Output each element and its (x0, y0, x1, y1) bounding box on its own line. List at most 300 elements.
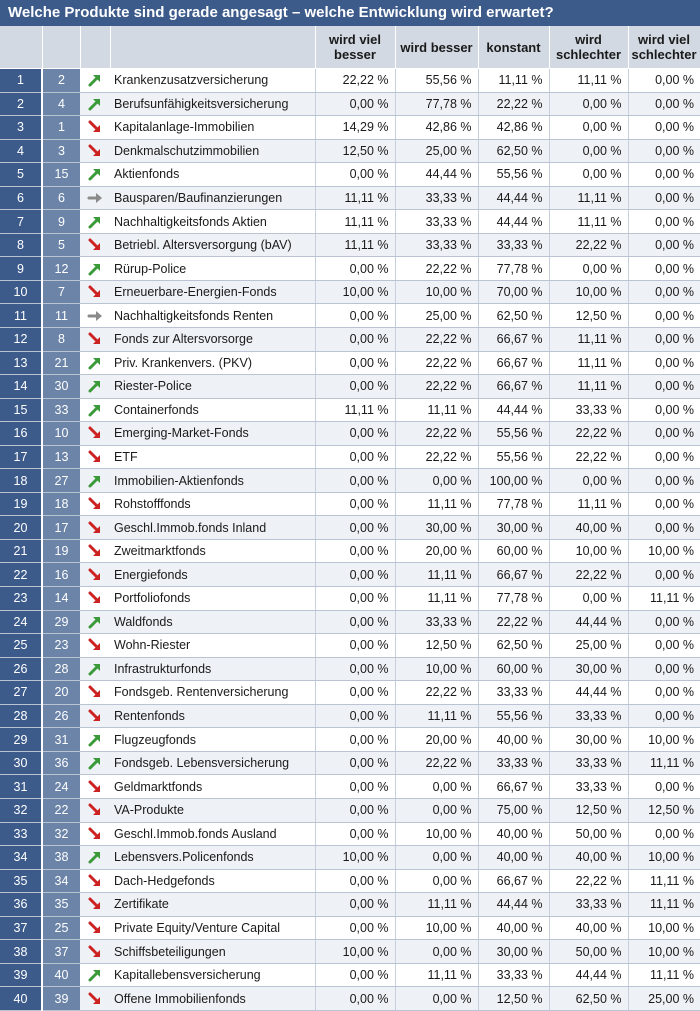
value-cell: 25,00 % (549, 634, 628, 658)
arrow-down-right-icon (87, 897, 103, 911)
value-cell: 22,22 % (478, 610, 549, 634)
table-row (0, 587, 700, 611)
table-body (0, 69, 700, 1011)
header-blank (42, 26, 80, 69)
value-cell: 33,33 % (478, 681, 549, 705)
value-cell: 44,44 % (549, 681, 628, 705)
product-name: Erneuerbare-Energien-Fonds (110, 280, 315, 304)
value-cell: 0,00 % (315, 445, 395, 469)
value-cell: 0,00 % (315, 375, 395, 399)
value-cell: 22,22 % (395, 351, 478, 375)
arrow-down-right-icon (87, 426, 103, 440)
value-cell: 22,22 % (395, 328, 478, 352)
value-cell: 0,00 % (315, 657, 395, 681)
arrow-down-right-icon (87, 638, 103, 652)
trend-cell (80, 940, 110, 964)
rank-cell: 9 (0, 257, 42, 281)
product-name: Geldmarktfonds (110, 775, 315, 799)
value-cell: 10,00 % (395, 822, 478, 846)
previous-rank-cell: 28 (42, 657, 80, 681)
value-cell: 33,33 % (549, 704, 628, 728)
previous-rank-cell: 36 (42, 751, 80, 775)
rank-cell: 37 (0, 916, 42, 940)
value-cell: 42,86 % (395, 116, 478, 140)
previous-rank-cell: 10 (42, 422, 80, 446)
value-cell: 25,00 % (395, 139, 478, 163)
rank-cell: 12 (0, 328, 42, 352)
rank-cell: 21 (0, 539, 42, 563)
value-cell: 55,56 % (395, 69, 478, 93)
value-cell: 0,00 % (395, 798, 478, 822)
value-cell: 11,11 % (549, 186, 628, 210)
value-cell: 0,00 % (628, 351, 700, 375)
rank-cell: 32 (0, 798, 42, 822)
rank-cell: 5 (0, 163, 42, 187)
value-cell: 66,67 % (478, 775, 549, 799)
value-cell: 11,11 % (315, 398, 395, 422)
product-name: Rohstofffonds (110, 492, 315, 516)
value-cell: 0,00 % (315, 751, 395, 775)
table-row (0, 69, 700, 93)
value-cell: 25,00 % (395, 304, 478, 328)
value-cell: 33,33 % (395, 233, 478, 257)
previous-rank-cell: 19 (42, 539, 80, 563)
value-cell: 11,11 % (628, 869, 700, 893)
previous-rank-cell: 29 (42, 610, 80, 634)
product-name: Betriebl. Altersversorgung (bAV) (110, 233, 315, 257)
previous-rank-cell: 15 (42, 163, 80, 187)
trend-cell (80, 375, 110, 399)
previous-rank-cell: 23 (42, 634, 80, 658)
trend-cell (80, 116, 110, 140)
table-row (0, 869, 700, 893)
value-cell: 10,00 % (315, 940, 395, 964)
value-cell: 0,00 % (395, 987, 478, 1011)
value-cell: 10,00 % (628, 940, 700, 964)
value-cell: 0,00 % (549, 587, 628, 611)
arrow-down-right-icon (87, 873, 103, 887)
value-cell: 10,00 % (628, 916, 700, 940)
value-cell: 11,11 % (395, 587, 478, 611)
rank-cell: 17 (0, 445, 42, 469)
arrow-down-right-icon (87, 920, 103, 934)
table-row (0, 846, 700, 870)
value-cell: 0,00 % (628, 422, 700, 446)
product-name: Dach-Hedgefonds (110, 869, 315, 893)
value-cell: 66,67 % (478, 375, 549, 399)
previous-rank-cell: 27 (42, 469, 80, 493)
value-cell: 12,50 % (395, 634, 478, 658)
value-cell: 0,00 % (315, 798, 395, 822)
previous-rank-cell: 39 (42, 987, 80, 1011)
value-cell: 0,00 % (628, 92, 700, 116)
value-cell: 22,22 % (549, 869, 628, 893)
previous-rank-cell: 13 (42, 445, 80, 469)
product-name: Priv. Krankenvers. (PKV) (110, 351, 315, 375)
arrow-up-right-icon (87, 261, 103, 275)
rank-cell: 6 (0, 186, 42, 210)
table-row (0, 116, 700, 140)
value-cell: 0,00 % (315, 634, 395, 658)
value-cell: 40,00 % (478, 846, 549, 870)
arrow-up-right-icon (87, 379, 103, 393)
previous-rank-cell: 17 (42, 516, 80, 540)
value-cell: 44,44 % (549, 963, 628, 987)
value-cell: 66,67 % (478, 869, 549, 893)
ranking-table (0, 26, 700, 1011)
value-cell: 0,00 % (628, 375, 700, 399)
rank-cell: 16 (0, 422, 42, 446)
value-cell: 20,00 % (395, 728, 478, 752)
table-row (0, 280, 700, 304)
value-cell: 12,50 % (478, 987, 549, 1011)
product-name: Energiefonds (110, 563, 315, 587)
arrow-down-right-icon (87, 591, 103, 605)
value-cell: 0,00 % (628, 681, 700, 705)
arrow-down-right-icon (87, 284, 103, 298)
value-cell: 50,00 % (549, 940, 628, 964)
value-cell: 0,00 % (395, 940, 478, 964)
table-row (0, 210, 700, 234)
arrow-down-right-icon (87, 544, 103, 558)
arrow-up-right-icon (87, 96, 103, 110)
arrow-right-icon (87, 308, 103, 322)
value-cell: 11,11 % (549, 328, 628, 352)
header-wird-viel-schlechter: wird viel schlechter (628, 26, 700, 69)
value-cell: 10,00 % (628, 846, 700, 870)
product-name: Zertifikate (110, 893, 315, 917)
value-cell: 10,00 % (628, 728, 700, 752)
previous-rank-cell: 35 (42, 893, 80, 917)
arrow-down-right-icon (87, 708, 103, 722)
previous-rank-cell: 38 (42, 846, 80, 870)
value-cell: 10,00 % (395, 280, 478, 304)
trend-cell (80, 163, 110, 187)
value-cell: 0,00 % (549, 116, 628, 140)
previous-rank-cell: 31 (42, 728, 80, 752)
value-cell: 0,00 % (628, 492, 700, 516)
trend-cell (80, 445, 110, 469)
value-cell: 10,00 % (549, 280, 628, 304)
value-cell: 30,00 % (478, 516, 549, 540)
arrow-up-right-icon (87, 850, 103, 864)
value-cell: 0,00 % (315, 987, 395, 1011)
value-cell: 30,00 % (549, 728, 628, 752)
product-name: Rentenfonds (110, 704, 315, 728)
trend-cell (80, 69, 110, 93)
value-cell: 62,50 % (549, 987, 628, 1011)
header-row (0, 26, 700, 69)
value-cell: 0,00 % (628, 186, 700, 210)
arrow-up-right-icon (87, 967, 103, 981)
rank-cell: 7 (0, 210, 42, 234)
value-cell: 22,22 % (395, 751, 478, 775)
arrow-up-right-icon (87, 214, 103, 228)
rank-cell: 18 (0, 469, 42, 493)
previous-rank-cell: 14 (42, 587, 80, 611)
table-row (0, 163, 700, 187)
value-cell: 0,00 % (549, 163, 628, 187)
value-cell: 60,00 % (478, 539, 549, 563)
value-cell: 40,00 % (549, 846, 628, 870)
value-cell: 0,00 % (549, 257, 628, 281)
trend-cell (80, 681, 110, 705)
trend-cell (80, 516, 110, 540)
table-row (0, 940, 700, 964)
arrow-up-right-icon (87, 73, 103, 87)
value-cell: 30,00 % (478, 940, 549, 964)
table-row (0, 681, 700, 705)
value-cell: 0,00 % (315, 587, 395, 611)
value-cell: 40,00 % (549, 916, 628, 940)
value-cell: 0,00 % (549, 469, 628, 493)
trend-cell (80, 257, 110, 281)
product-name: Wohn-Riester (110, 634, 315, 658)
value-cell: 0,00 % (315, 775, 395, 799)
trend-cell (80, 869, 110, 893)
value-cell: 0,00 % (395, 775, 478, 799)
table-row (0, 539, 700, 563)
value-cell: 0,00 % (395, 869, 478, 893)
product-name: Containerfonds (110, 398, 315, 422)
value-cell: 0,00 % (315, 822, 395, 846)
table-row (0, 257, 700, 281)
value-cell: 77,78 % (478, 587, 549, 611)
trend-cell (80, 398, 110, 422)
rank-cell: 23 (0, 587, 42, 611)
value-cell: 12,50 % (628, 798, 700, 822)
value-cell: 11,11 % (549, 210, 628, 234)
header-konstant: konstant (478, 26, 549, 69)
previous-rank-cell: 5 (42, 233, 80, 257)
arrow-down-right-icon (87, 520, 103, 534)
product-name: Waldfonds (110, 610, 315, 634)
value-cell: 0,00 % (628, 233, 700, 257)
rank-cell: 29 (0, 728, 42, 752)
table-row (0, 445, 700, 469)
value-cell: 44,44 % (395, 163, 478, 187)
value-cell: 11,11 % (315, 210, 395, 234)
rank-cell: 8 (0, 233, 42, 257)
value-cell: 30,00 % (549, 657, 628, 681)
previous-rank-cell: 12 (42, 257, 80, 281)
rank-cell: 25 (0, 634, 42, 658)
value-cell: 11,11 % (478, 69, 549, 93)
rank-cell: 4 (0, 139, 42, 163)
trend-cell (80, 139, 110, 163)
arrow-down-right-icon (87, 991, 103, 1005)
value-cell: 0,00 % (315, 422, 395, 446)
product-name: Infrastrukturfonds (110, 657, 315, 681)
value-cell: 0,00 % (315, 563, 395, 587)
value-cell: 0,00 % (628, 69, 700, 93)
header-blank (0, 26, 42, 69)
value-cell: 12,50 % (315, 139, 395, 163)
previous-rank-cell: 32 (42, 822, 80, 846)
value-cell: 33,33 % (478, 963, 549, 987)
product-name: Fonds zur Altersvorsorge (110, 328, 315, 352)
previous-rank-cell: 2 (42, 69, 80, 93)
trend-cell (80, 469, 110, 493)
arrow-down-right-icon (87, 120, 103, 134)
value-cell: 11,11 % (628, 963, 700, 987)
product-name: Berufsunfähigkeitsversicherung (110, 92, 315, 116)
trend-cell (80, 822, 110, 846)
value-cell: 11,11 % (395, 398, 478, 422)
previous-rank-cell: 26 (42, 704, 80, 728)
table-row (0, 398, 700, 422)
value-cell: 42,86 % (478, 116, 549, 140)
rank-cell: 26 (0, 657, 42, 681)
product-name: ETF (110, 445, 315, 469)
product-name: Flugzeugfonds (110, 728, 315, 752)
arrow-down-right-icon (87, 803, 103, 817)
value-cell: 22,22 % (549, 233, 628, 257)
trend-cell (80, 539, 110, 563)
arrow-right-icon (87, 190, 103, 204)
rank-cell: 33 (0, 822, 42, 846)
product-name: Portfoliofonds (110, 587, 315, 611)
value-cell: 0,00 % (315, 351, 395, 375)
table-row (0, 751, 700, 775)
rank-cell: 14 (0, 375, 42, 399)
arrow-up-right-icon (87, 355, 103, 369)
rank-cell: 39 (0, 963, 42, 987)
table-row (0, 728, 700, 752)
arrow-down-right-icon (87, 567, 103, 581)
trend-cell (80, 634, 110, 658)
product-name: Kapitallebensversicherung (110, 963, 315, 987)
table-row (0, 893, 700, 917)
value-cell: 10,00 % (315, 280, 395, 304)
value-cell: 11,11 % (549, 492, 628, 516)
value-cell: 12,50 % (549, 304, 628, 328)
value-cell: 70,00 % (478, 280, 549, 304)
arrow-up-right-icon (87, 614, 103, 628)
value-cell: 55,56 % (478, 704, 549, 728)
previous-rank-cell: 6 (42, 186, 80, 210)
trend-cell (80, 704, 110, 728)
table-row (0, 351, 700, 375)
product-name: Private Equity/Venture Capital (110, 916, 315, 940)
trend-cell (80, 210, 110, 234)
value-cell: 0,00 % (549, 139, 628, 163)
previous-rank-cell: 8 (42, 328, 80, 352)
trend-cell (80, 775, 110, 799)
trend-cell (80, 304, 110, 328)
rank-cell: 35 (0, 869, 42, 893)
value-cell: 10,00 % (395, 916, 478, 940)
trend-cell (80, 610, 110, 634)
rank-cell: 13 (0, 351, 42, 375)
value-cell: 0,00 % (315, 869, 395, 893)
table-row (0, 186, 700, 210)
trend-cell (80, 280, 110, 304)
value-cell: 11,11 % (315, 233, 395, 257)
arrow-down-right-icon (87, 779, 103, 793)
value-cell: 0,00 % (628, 704, 700, 728)
table-row (0, 987, 700, 1011)
value-cell: 77,78 % (478, 257, 549, 281)
rank-cell: 27 (0, 681, 42, 705)
value-cell: 0,00 % (628, 210, 700, 234)
value-cell: 14,29 % (315, 116, 395, 140)
value-cell: 0,00 % (628, 563, 700, 587)
trend-cell (80, 186, 110, 210)
previous-rank-cell: 20 (42, 681, 80, 705)
value-cell: 22,22 % (549, 563, 628, 587)
arrow-down-right-icon (87, 332, 103, 346)
value-cell: 0,00 % (628, 257, 700, 281)
value-cell: 0,00 % (315, 163, 395, 187)
arrow-down-right-icon (87, 237, 103, 251)
arrow-up-right-icon (87, 755, 103, 769)
rank-cell: 2 (0, 92, 42, 116)
product-name: VA-Produkte (110, 798, 315, 822)
product-name: Krankenzusatzversicherung (110, 69, 315, 93)
value-cell: 11,11 % (395, 963, 478, 987)
header-wird-besser: wird besser (395, 26, 478, 69)
value-cell: 0,00 % (315, 492, 395, 516)
rank-cell: 30 (0, 751, 42, 775)
trend-cell (80, 893, 110, 917)
trend-cell (80, 492, 110, 516)
value-cell: 33,33 % (549, 775, 628, 799)
value-cell: 44,44 % (478, 398, 549, 422)
previous-rank-cell: 37 (42, 940, 80, 964)
value-cell: 0,00 % (628, 634, 700, 658)
rank-cell: 20 (0, 516, 42, 540)
rank-cell: 28 (0, 704, 42, 728)
value-cell: 0,00 % (315, 257, 395, 281)
table-row (0, 328, 700, 352)
trend-cell (80, 846, 110, 870)
product-name: Riester-Police (110, 375, 315, 399)
value-cell: 11,11 % (628, 751, 700, 775)
table-row (0, 775, 700, 799)
product-name: Lebensvers.Policenfonds (110, 846, 315, 870)
value-cell: 11,11 % (549, 69, 628, 93)
table-row (0, 304, 700, 328)
product-name: Offene Immobilienfonds (110, 987, 315, 1011)
value-cell: 33,33 % (395, 186, 478, 210)
value-cell: 0,00 % (628, 280, 700, 304)
table-row (0, 563, 700, 587)
value-cell: 11,11 % (628, 587, 700, 611)
product-name: Fondsgeb. Rentenversicherung (110, 681, 315, 705)
table-title: Welche Produkte sind gerade angesagt – welche Entwicklung wird erwartet? (0, 0, 700, 26)
value-cell: 0,00 % (395, 846, 478, 870)
product-name: Geschl.Immob.fonds Ausland (110, 822, 315, 846)
trend-cell (80, 798, 110, 822)
value-cell: 0,00 % (315, 963, 395, 987)
value-cell: 0,00 % (628, 328, 700, 352)
arrow-down-right-icon (87, 449, 103, 463)
trend-cell (80, 657, 110, 681)
rank-cell: 19 (0, 492, 42, 516)
previous-rank-cell: 11 (42, 304, 80, 328)
trend-cell (80, 751, 110, 775)
rank-cell: 1 (0, 69, 42, 93)
previous-rank-cell: 1 (42, 116, 80, 140)
value-cell: 40,00 % (549, 516, 628, 540)
value-cell: 22,22 % (395, 375, 478, 399)
value-cell: 11,11 % (395, 563, 478, 587)
previous-rank-cell: 34 (42, 869, 80, 893)
product-name: Kapitalanlage-Immobilien (110, 116, 315, 140)
header-wird-viel-besser: wird viel besser (315, 26, 395, 69)
header-wird-schlechter: wird schlechter (549, 26, 628, 69)
